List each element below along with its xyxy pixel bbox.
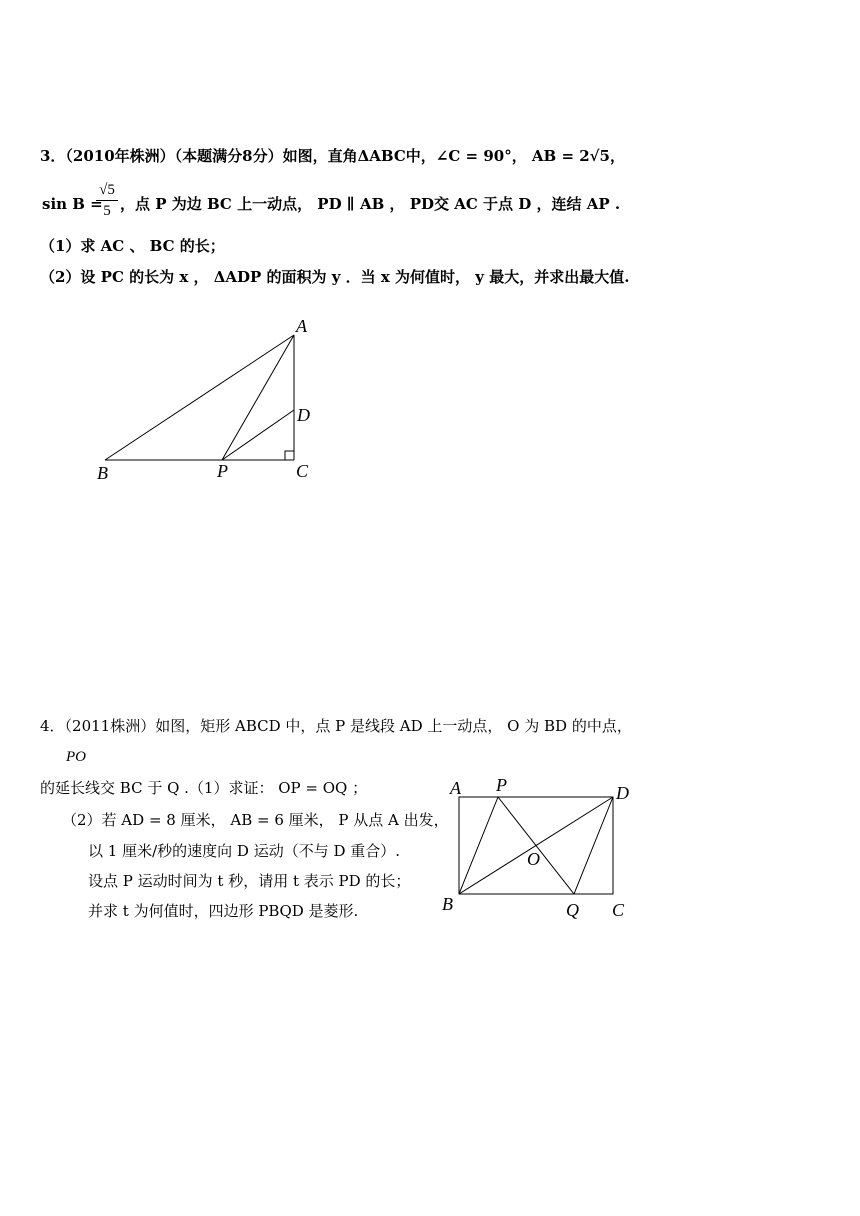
rectangle-figure: [459, 797, 613, 894]
segment-PD: [222, 410, 294, 460]
label-A: A: [296, 316, 307, 336]
segment-AP: [222, 335, 294, 460]
segment-PQ: [498, 797, 574, 894]
problem3-part2: （2）设 PC 的长为 x ， ΔADP 的面积为 y ．当 x 为何值时， y 最大，并求出最大值.: [40, 268, 630, 286]
problem3-part1: （1）求 AC 、 BC 的长；: [40, 237, 225, 255]
problem3-line1: 3．（2010年株洲）（本题满分8分）如图，直角ΔABC中，∠C = 90°， AB = 2√5，: [40, 147, 625, 165]
segment-BP: [459, 797, 498, 894]
problem4-line6: 设点 P 运动时间为 t 秒，请用 t 表示 PD 的长；: [88, 872, 411, 890]
label-P: P: [496, 775, 507, 795]
problem4-line5: 以 1 厘米/秒的速度向 D 运动（不与 D 重合）.: [88, 842, 401, 860]
problem4-line3: 的延长线交 BC 于 Q .（1）求证： OP = OQ ；: [40, 779, 368, 797]
label-D: D: [297, 405, 310, 425]
label-D: D: [616, 783, 629, 803]
problem4-line2: PO: [66, 749, 86, 765]
right-angle-mark: [285, 451, 294, 460]
label-C: C: [296, 461, 309, 481]
label-B: B: [442, 894, 453, 914]
segment-BA: [105, 335, 294, 460]
label-O: O: [527, 849, 540, 869]
label-A: A: [450, 778, 461, 798]
label-P: P: [217, 461, 228, 481]
problem3-line2-rest: ，点 P 为边 BC 上一动点， PD ∥ AB ， PD交 AC 于点 D ，连结 AP .: [120, 195, 621, 213]
label-B: B: [97, 463, 108, 483]
problem3-sin-lhs: sin B =: [42, 195, 103, 213]
fraction-numerator: √5: [99, 182, 115, 198]
label-C: C: [612, 900, 625, 920]
fraction-denominator: 5: [103, 203, 111, 219]
problem4-line7: 并求 t 为何值时，四边形 PBQD 是菱形.: [88, 902, 359, 920]
label-Q: Q: [566, 900, 579, 920]
triangle-figure: [105, 335, 294, 460]
problem4-line4: （2）若 AD = 8 厘米， AB = 6 厘米， P 从点 A 出发，: [62, 811, 449, 829]
problem4-line1: 4．（2011株洲）如图，矩形 ABCD 中，点 P 是线段 AD 上一动点， O 为 BD 的中点，: [40, 717, 632, 735]
segment-QD: [574, 797, 613, 894]
